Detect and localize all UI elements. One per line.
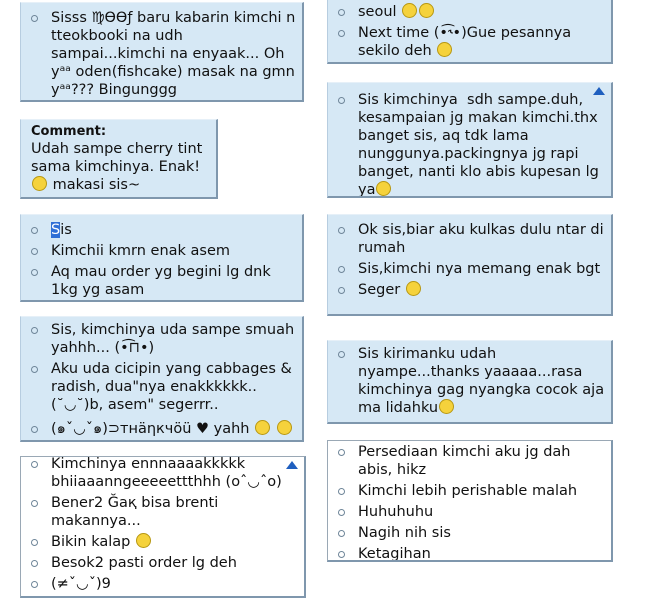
review-list <box>328 3 605 60</box>
review-line: seoul <box>328 3 605 21</box>
thumbs-up-icon <box>419 3 434 18</box>
comment-card[interactable] <box>20 119 218 199</box>
review-line: Ketagihan <box>328 545 605 562</box>
review-line: Aku uda cicipin yang cabbages & radish, dua"nya enakkkkkk.. (˘◡˘)b, asem" segerrr.. <box>21 360 298 414</box>
laughing-emoji-icon <box>136 533 151 548</box>
review-line: Sis <box>21 221 296 239</box>
selected-text[interactable]: S <box>51 222 61 238</box>
review-line: Ok sis,biar aku kulkas dulu ntar di rumah <box>328 221 605 257</box>
review-line: (๑ˇ◡ˇ๑)⊃тнäηкчöü ♥ yahh <box>21 420 298 438</box>
review-card-6[interactable] <box>20 316 304 442</box>
review-line: Sis kirimanku udah nyampe...thanks yaaaaa...rasa kimchinya gag nyangka cocok aja ma lidahku <box>328 345 605 417</box>
review-line: Aq mau order yg begini lg dnk 1kg yg asam <box>21 263 296 299</box>
review-list <box>21 9 300 99</box>
review-list <box>328 443 605 562</box>
review-line: Sis kimchinya sdh sampe.duh, kesampaian jg makan kimchi.thx banget sis, aq tdk lama nunggunya.packingnya jg rapi banget, nanti klo abis kupesan lg ya <box>328 91 603 198</box>
review-list <box>328 345 609 417</box>
review-line: Seger <box>328 281 605 299</box>
review-list <box>21 221 296 299</box>
laughing-emoji-icon <box>32 176 47 191</box>
review-line: Next time (•͡˞•)Gue pesannya sekilo deh <box>328 24 605 60</box>
comment-text: Udah sampe cherry tint sama kimchinya. Enak! makasi sis~ <box>31 141 207 193</box>
review-line: Persediaan kimchi aku jg dah abis, hikz <box>328 443 605 479</box>
review-list <box>21 456 290 593</box>
review-line: Sis, kimchinya uda sampe smuah yahhh... (•͡⊓•) <box>21 321 298 357</box>
review-line: Kimchi lebih perishable malah <box>328 482 605 500</box>
blush-emoji-icon <box>277 420 292 435</box>
review-line: Huhuhuhu <box>328 503 605 521</box>
review-card-4[interactable] <box>20 214 304 302</box>
review-line: Bener2 Ğақ bisa brenti makannya... <box>21 494 290 530</box>
review-card-2[interactable] <box>327 0 613 64</box>
review-line: Kimchii kmrn enak asem <box>21 242 296 260</box>
review-line: Bikin kalap <box>21 533 290 551</box>
review-card-1[interactable] <box>20 2 304 102</box>
thumbs-up-icon <box>402 3 417 18</box>
review-line: Kimchinya ennnaaaakkkkk bhiiaaanngeeeeettthhh (oˆ◡ˆo) <box>21 456 290 491</box>
review-line: Nagih nih sis <box>328 524 605 542</box>
review-line: Besok2 pasti order lg deh <box>21 554 290 572</box>
wink-emoji-icon <box>437 42 452 57</box>
review-list <box>328 221 609 299</box>
comment-label: Comment: <box>31 124 107 139</box>
grin-emoji-icon <box>255 420 270 435</box>
review-card-8[interactable] <box>20 456 306 598</box>
review-line: Sis,kimchi nya memang enak bgt <box>328 260 605 278</box>
review-line: Sisss ♍ӨӨƒ baru kabarin kimchi n tteokbooki na udh sampai...kimchi na enyaak... Oh yᵃᵃ oden(fishcake) masak na gmn yᵃᵃ??? Bingunggg <box>21 9 296 99</box>
smile-emoji-icon <box>439 399 454 414</box>
review-list <box>21 321 298 438</box>
thumbs-up-icon <box>406 281 421 296</box>
review-card-9[interactable] <box>327 440 613 562</box>
review-list <box>328 91 603 198</box>
review-card-3[interactable] <box>327 82 613 198</box>
smile-emoji-icon <box>376 181 391 196</box>
review-card-7[interactable] <box>327 340 613 424</box>
review-card-5[interactable] <box>327 214 613 316</box>
review-line: (≠ˇ◡ˇ)9 <box>21 575 290 593</box>
